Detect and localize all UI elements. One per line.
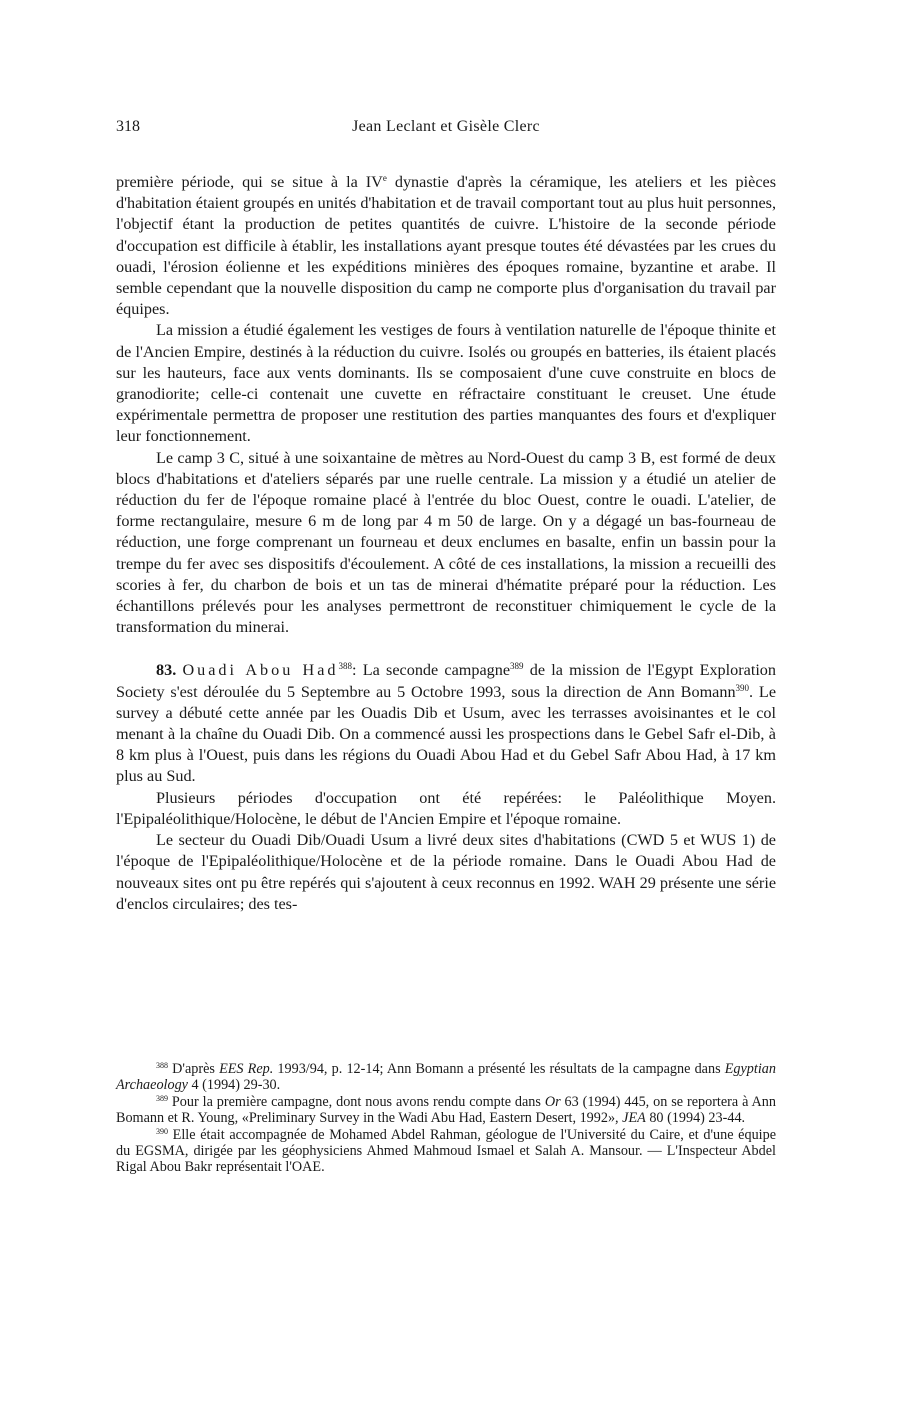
section-text-a: : La seconde campagne (352, 661, 511, 680)
footnote-388 (116, 1062, 776, 1093)
paragraph-1 (116, 172, 776, 320)
superscript-e: e (382, 173, 387, 183)
section-83-paragraph (116, 660, 776, 787)
section-number: 83. (156, 661, 177, 680)
footnote-389-text-c: 80 (1994) 23-44. (645, 1109, 746, 1126)
footnote-389-italic-1: Or (544, 1094, 561, 1111)
footnote-388-text-c: 4 (1994) 29-30. (187, 1076, 281, 1093)
footnote-ref-389: 389 (510, 661, 524, 672)
footnote-389-text-a: Pour la première campagne, dont nous avons rendu compte dans (168, 1094, 545, 1111)
footnote-389-text-b: 63 (1994) 445, on se reportera à Ann Bomann et R. Young, «Preliminary Survey in the Wadi Abu Had, Eastern Desert, 1992», (116, 1094, 776, 1126)
body-text (116, 172, 776, 915)
footnote-388-text-a: D'après (168, 1061, 220, 1077)
paragraph-6: Le secteur du Ouadi Dib/Ouadi Usum a livré deux sites d'habitations (CWD 5 et WUS 1) de l'époque de l'Epipaléolithique/Holocène et de la période romaine. Dans le Ouadi Abou Had de nouveaux sites ont pu être repérés qui s'ajoutent à ceux reconnus en 1992. WAH 29 présente une série d'enclos circulaires; des tes- (116, 831, 776, 913)
footnote-389 (116, 1095, 776, 1126)
footnotes (116, 1062, 776, 1177)
paragraph-2: La mission a étudié également les vestiges de fours à ventilation naturelle de l'époque thinite et de l'Ancien Empire, destinés à la réduction du cuivre. Isolés ou groupés en batteries, ils étaient placés sur les hauteurs, face aux vents dominants. Ils se composaient d'une cuve construite en blocs de granodiorite; celle-ci contenait une cuvette en réfractaire constituant le creuset. Une étude expérimentale permettra de proposer une restitution des parties manquantes des fours et d'expliquer leur fonctionnement. (116, 321, 776, 446)
footnote-388-number: 388 (156, 1061, 168, 1070)
footnote-388-italic-2: Egyptian Archaeology (116, 1061, 776, 1093)
footnote-388-italic-1: EES Rep. (219, 1061, 274, 1077)
footnote-388-text-b: 1993/94, p. 12-14; Ann Bomann a présenté les résultats de la campagne dans (273, 1061, 725, 1077)
section-text-c: . Le survey a débuté cette année par les Ouadis Dib et Usum, avec les terrasses avoisinantes et le col menant à la chaîne du Ouadi Dib. On a commencé aussi les prospections dans le Gebel Safr el-Dib, à 8 km plus à l'Ouest, puis dans les régions du Ouadi Abou Had et du Gebel Safr Abou Had, à 17 km plus au Sud. (116, 682, 777, 786)
footnote-390-text: Elle était accompagnée de Mohamed Abdel Rahman, géologue de l'Université du Caire, et d'une équipe du EGSMA, dirigée par les géophysiciens Ahmed Mahmoud Ismael et Salah A. Mansour. — L'Inspecteur Abdel Rigal Abou Bakr représentait l'OAE. (116, 1127, 776, 1175)
section-title: Ouadi Abou Had (182, 661, 339, 680)
footnote-390 (116, 1128, 776, 1175)
section-text-b: de la mission de l'Egypt Exploration Society s'est déroulée du 5 Septembre au 5 Octobre 1993, sous la direction de Ann Bomann (116, 661, 776, 701)
running-title: Jean Leclant et Gisèle Clerc (352, 118, 540, 135)
paragraph-1-text-b: dynastie d'après la céramique, les ateliers et les pièces d'habitation étaient groupés en unités d'habitation et de travail comportant tout au plus huit personnes, l'objectif étant la production de petites quantités de cuivre. L'histoire de la seconde période d'occupation est difficile à établir, les installations ayant presque toutes été dévastées par les crues du ouadi, l'érosion éolienne et les expéditions minières des époques romaine, byzantine et arabe. Il semble cependant que la nouvelle disposition du camp ne comporte plus d'organisation du travail par équipes. (116, 173, 777, 319)
paragraph-5: Plusieurs périodes d'occupation ont été repérées: le Paléolithique Moyen. l'Epipaléolithique/Holocène, le début de l'Ancien Empire et l'époque romaine. (116, 788, 776, 828)
footnote-389-number: 389 (156, 1094, 168, 1104)
paragraph-3: Le camp 3 C, situé à une soixantaine de mètres au Nord-Ouest du camp 3 B, est formé de deux blocs d'habitations et d'ateliers séparés par une ruelle centrale. La mission y a étudié un atelier de réduction du fer de l'époque romaine placé à l'entrée du bloc Ouest, contre le ouadi. L'atelier, de forme rectangulaire, mesure 6 m de long par 4 m 50 de large. On y a dégagé un bas-fourneau de réduction, une forge comprenant un fourneau et deux enclumes en basalte, enfin un bassin pour la trempe du fer avec ses dispositifs d'écoulement. A côté de ces installations, la mission a recueilli des scories à fer, du charbon de bois et un tas de minerai d'hématite préparé pour la réduction. Les échantillons prélevés pour les analyses permettront de reconstituer chimiquement le cycle de la transformation du minerai. (116, 448, 776, 637)
footnote-390-number: 390 (156, 1127, 168, 1137)
footnote-ref-390: 390 (735, 682, 750, 693)
page-number: 318 (116, 118, 140, 135)
paragraph-1-text-a: première période, qui se situe à la IV (116, 173, 383, 191)
page-header (116, 118, 776, 142)
footnote-389-italic-2: JEA (622, 1109, 646, 1126)
footnote-ref-388: 388 (338, 661, 353, 672)
